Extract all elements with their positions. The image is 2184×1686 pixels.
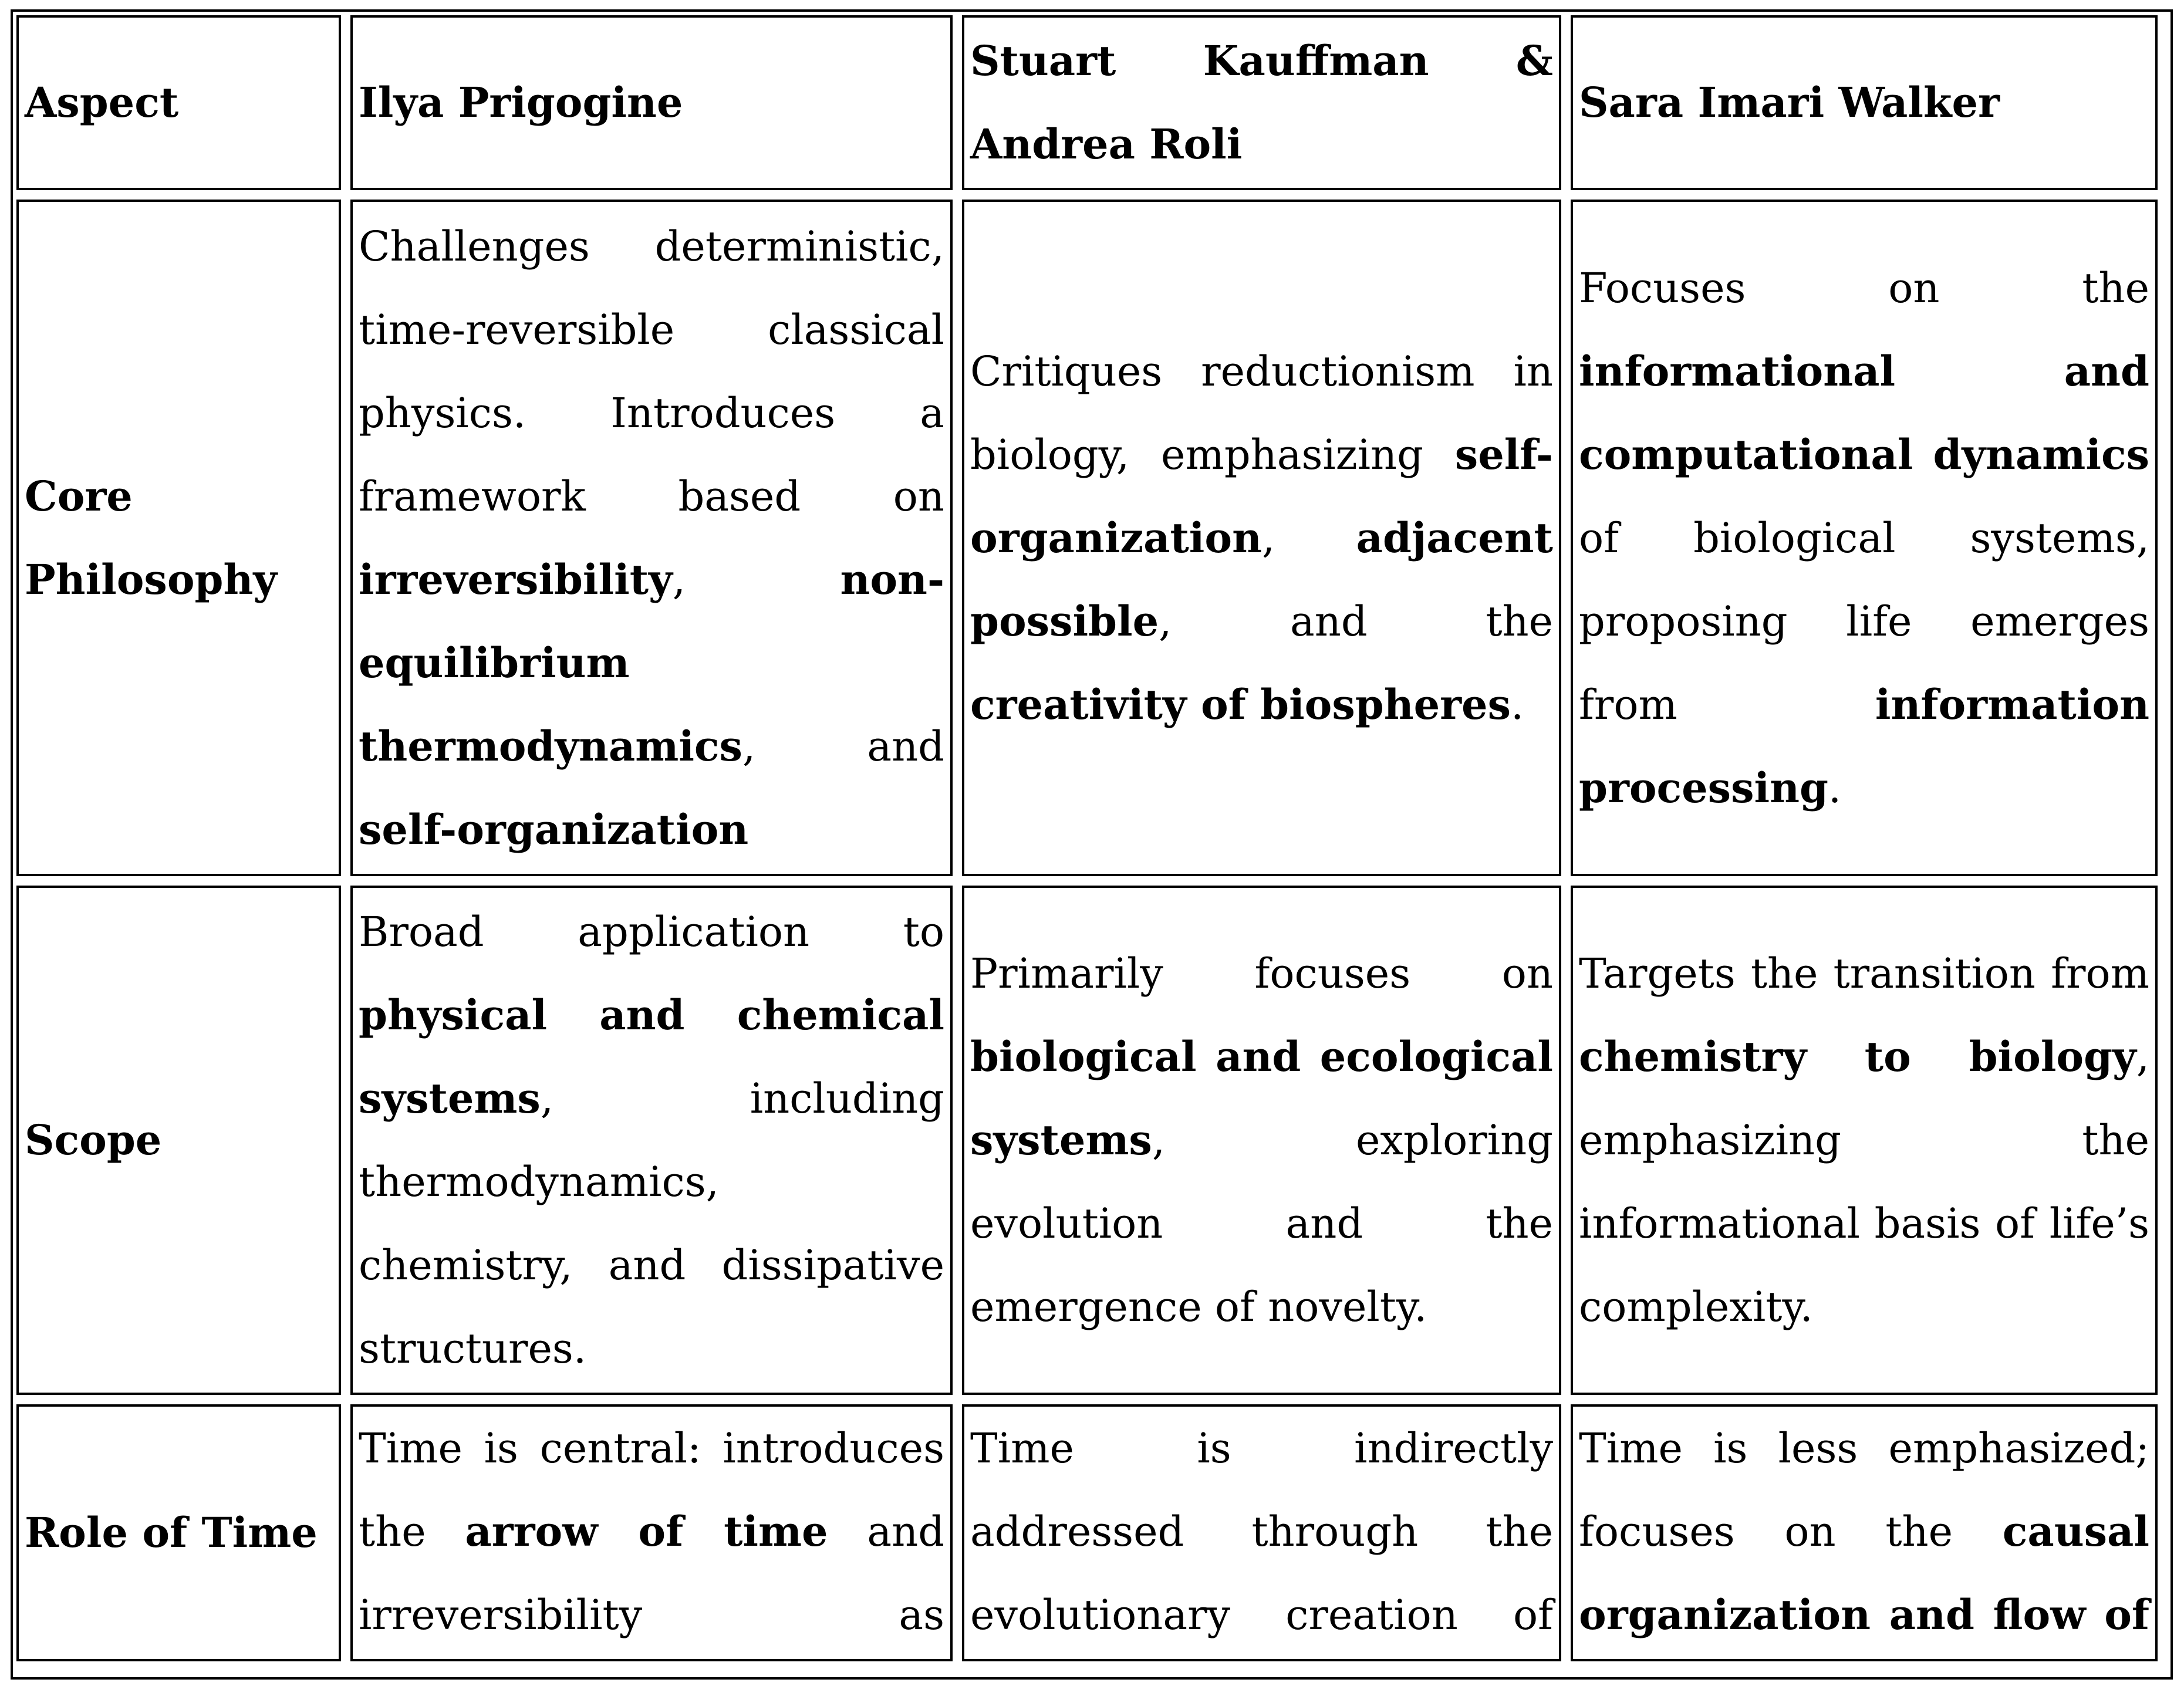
cell-walker-core-philosophy	[1571, 200, 2158, 876]
text-segment: and irreversibility as	[359, 1508, 945, 1639]
text-segment: .	[1510, 680, 1524, 729]
emphasis-segment: self-organization	[359, 805, 749, 854]
text-segment: Targets the transition from	[1579, 950, 2149, 998]
emphasis-segment: causal organization and flow of	[1579, 1507, 2149, 1639]
text-segment: Time is central: introduces the	[359, 1424, 944, 1556]
cell-kauffman-core-philosophy	[962, 200, 1561, 876]
cell-prigogine-role-of-time	[350, 1404, 953, 1661]
table-header-row	[16, 15, 2158, 190]
text-segment: , including thermodynamics, chemistry, and dissipative structures.	[359, 1075, 944, 1373]
row-label-role-of-time: Role of Time	[16, 1404, 341, 1661]
text-segment: Time is indirectly addressed through the evolutionary creation of	[970, 1424, 1553, 1639]
text-segment: of biological systems, proposing life emerges from	[1579, 513, 2149, 729]
text-segment: Challenges deterministic, time-reversible classical physics. Introduces a framework based on	[359, 222, 944, 521]
emphasis-segment: information processing	[1579, 680, 2149, 812]
text-segment: , emphasizing the informational basis of life’s complexity.	[1579, 1033, 2149, 1331]
table-row-scope	[16, 886, 2158, 1395]
text-segment: ,	[1261, 513, 1356, 562]
emphasis-segment: biological and ecological systems	[970, 1032, 1553, 1164]
text-segment: Critiques reductionism in biology, emphasizing	[970, 347, 1553, 479]
cell-prigogine-core-philosophy	[350, 200, 953, 876]
text-segment: Time is less emphasized; focuses on the	[1579, 1424, 2149, 1556]
table-row-core-philosophy	[16, 200, 2158, 876]
text-segment: , and the	[1159, 597, 1553, 646]
table-row-role-of-time	[16, 1404, 2158, 1661]
text-segment: .	[1828, 763, 1842, 812]
text-segment: , and	[742, 722, 944, 771]
text-segment: Primarily focuses on	[970, 950, 1553, 998]
header-prigogine: Ilya Prigogine	[350, 15, 953, 190]
emphasis-segment: informational and computational dynamics	[1579, 346, 2149, 479]
text-segment: ,	[672, 555, 840, 604]
text-segment: , exploring evolution and the emergence of novelty.	[970, 1116, 1553, 1331]
emphasis-segment: creativity of biospheres	[970, 680, 1511, 729]
header-kauffman	[962, 15, 1561, 190]
text-segment: Focuses on the	[1579, 263, 2149, 312]
row-label-scope: Scope	[16, 886, 341, 1395]
emphasis-segment: non-equilibrium thermodynamics	[359, 555, 944, 771]
emphasis-segment: arrow of time	[465, 1507, 828, 1556]
cell-prigogine-scope	[350, 886, 953, 1395]
cell-walker-role-of-time	[1571, 1404, 2158, 1661]
header-walker: Sara Imari Walker	[1571, 15, 2158, 190]
row-label-core-philosophy: Core Philosophy	[16, 200, 341, 876]
cell-walker-scope	[1571, 886, 2158, 1395]
emphasis-segment: chemistry to biology	[1579, 1032, 2136, 1081]
cell-kauffman-scope	[962, 886, 1561, 1395]
emphasis-segment: adjacent possible	[970, 513, 1553, 646]
emphasis-segment: physical and chemical systems	[359, 991, 944, 1123]
text-segment: Broad application to	[359, 908, 944, 956]
cell-kauffman-role-of-time	[962, 1404, 1561, 1661]
header-kauffman-text: Stuart Kauffman & Andrea Roli	[970, 36, 1553, 168]
emphasis-segment: irreversibility	[359, 555, 673, 604]
emphasis-segment: self-organization	[970, 430, 1553, 562]
header-aspect: Aspect	[16, 15, 341, 190]
comparison-table	[7, 6, 2167, 1671]
